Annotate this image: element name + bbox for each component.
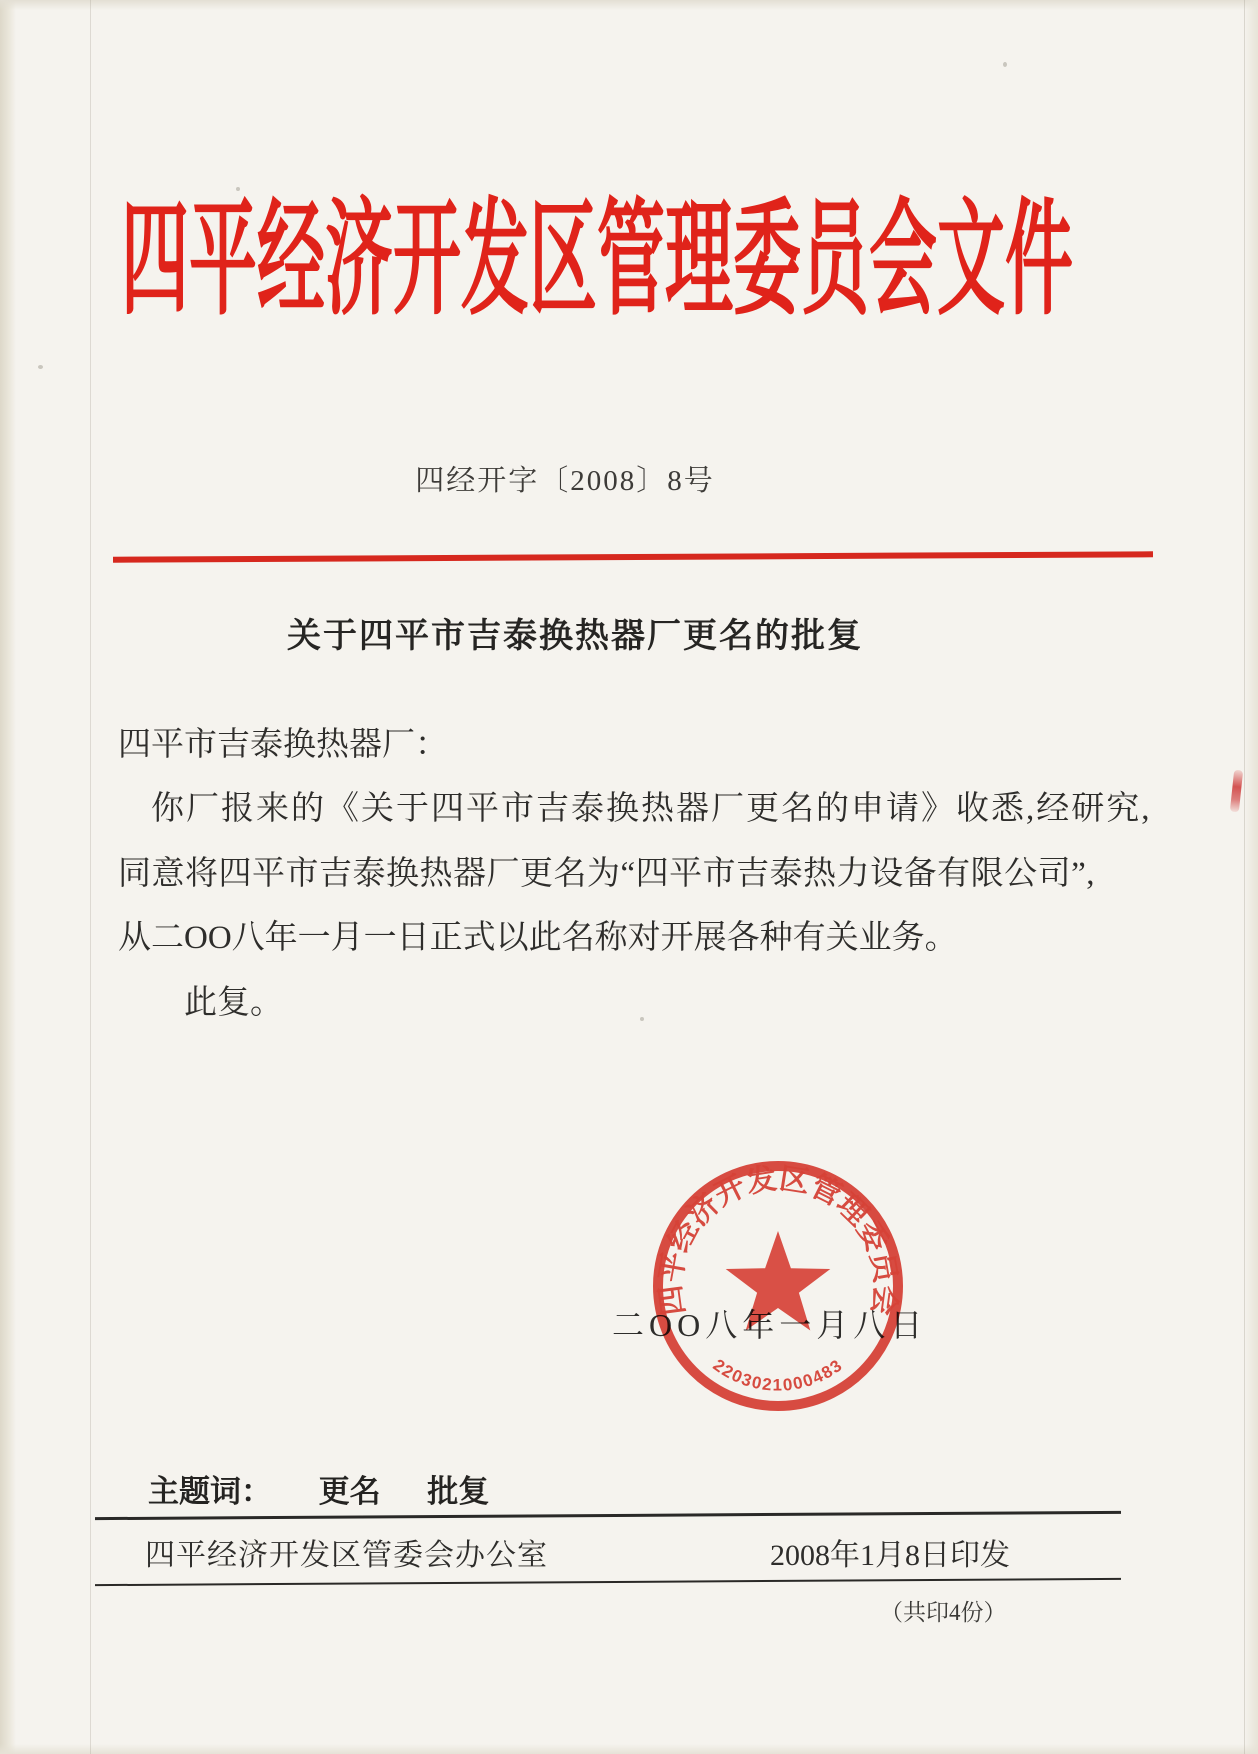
body-text-line: 同意将四平市吉泰换热器厂更名为“四平市吉泰热力设备有限公司”,	[118, 856, 1096, 892]
document-title: 关于四平市吉泰换热器厂更名的批复	[287, 617, 863, 655]
scan-edge-right	[1244, 0, 1258, 1754]
document-number: 四经开字〔2008〕8号	[415, 465, 715, 497]
closing-phrase: 此复。	[184, 985, 283, 1021]
letterhead-org-title: 四平经济开发区管理委员会文件	[120, 189, 1073, 331]
scan-speck	[1003, 62, 1007, 67]
scan-speck	[38, 365, 43, 369]
scan-speck	[640, 1017, 644, 1021]
paper-fold-line	[1244, 0, 1245, 1754]
official-seal	[641, 1149, 915, 1423]
footer-rule-top	[95, 1511, 1121, 1520]
print-date: 2008年1月8日印发	[770, 1539, 1010, 1572]
keywords-label: 主题词：	[148, 1474, 272, 1509]
issuing-office: 四平经济开发区管委会办公室	[145, 1539, 548, 1572]
seal-number: 2203021000483	[709, 1355, 847, 1395]
salutation: 四平市吉泰换热器厂：	[118, 727, 448, 763]
document-date: 二OO八年一月八日	[612, 1307, 928, 1343]
keyword: 批复	[427, 1474, 490, 1509]
scan-edge-top	[0, 0, 1258, 10]
svg-text:2203021000483	[710, 1355, 847, 1394]
seal-star-icon	[726, 1231, 831, 1331]
footer-rule-bottom	[95, 1578, 1121, 1586]
scan-edge-bottom	[0, 1744, 1258, 1754]
body-text-line: 从二OO八年一月一日正式以此名称对开展各种有关业务。	[118, 920, 958, 956]
scan-edge-left	[0, 0, 16, 1754]
keyword: 更名	[318, 1474, 381, 1509]
red-ink-smudge	[1230, 770, 1243, 813]
body-text-line: 你厂报来的《关于四平市吉泰换热器厂更名的申请》收悉,经研究,	[151, 791, 1152, 827]
letterhead-red-rule	[113, 551, 1153, 562]
seal-ring-text: 四平经济开发区管理委员会	[654, 1162, 902, 1318]
keywords-row	[148, 1466, 489, 1511]
copies-count: （共印4份）	[880, 1600, 1007, 1625]
